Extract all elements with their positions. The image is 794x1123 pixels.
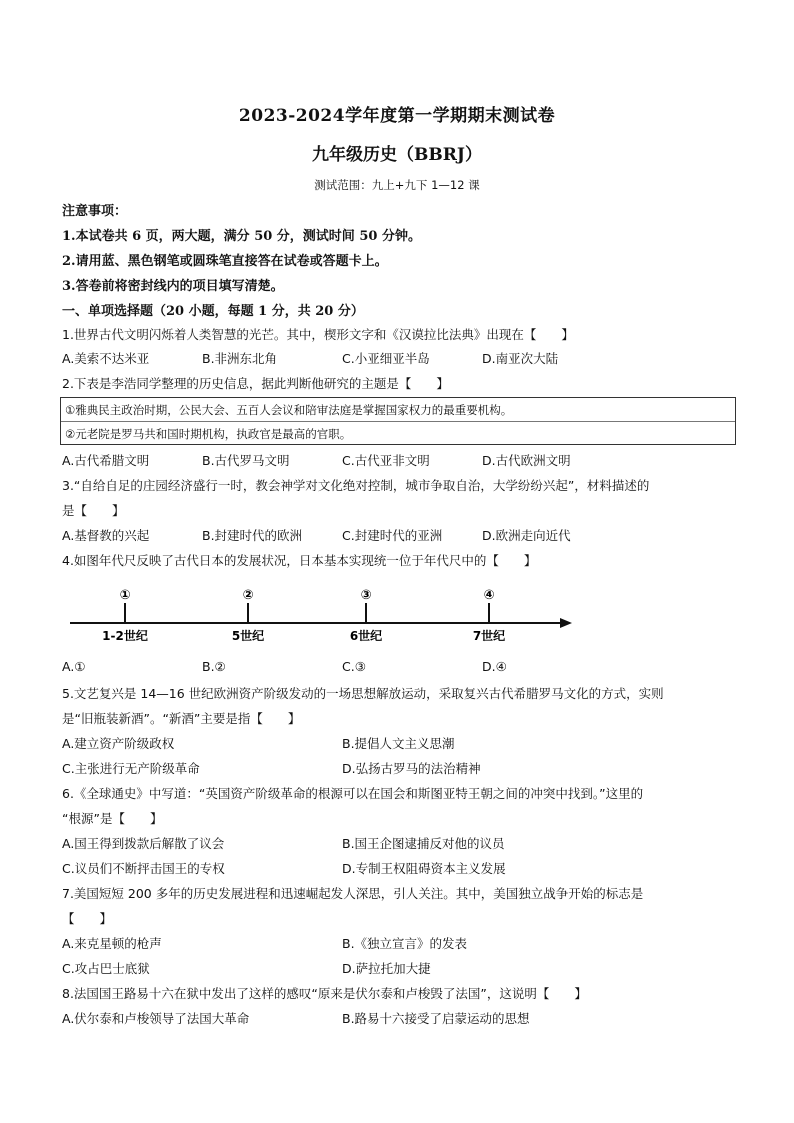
q2-option-a[interactable]: A.古代希腊文明 (62, 453, 150, 468)
q4-timeline (70, 585, 590, 645)
q2-info-table (60, 397, 736, 445)
q4-option-a[interactable]: A.① (62, 659, 86, 674)
q3-option-a[interactable]: A.基督教的兴起 (62, 528, 150, 543)
timeline-label-3: 6世纪 (349, 629, 383, 643)
test-range: 测试范围：九上+九下 1—12 课 (314, 178, 480, 192)
q2-option-b[interactable]: B.古代罗马文明 (202, 453, 290, 468)
q1-option-b[interactable]: B.非洲东北角 (202, 351, 278, 366)
question-3-stem-line-2: 是【 】 (62, 503, 125, 518)
q4-option-c[interactable]: C.③ (342, 659, 366, 674)
q3-option-b[interactable]: B.封建时代的欧洲 (202, 528, 303, 543)
timeline-label-1: 1-2世纪 (102, 629, 148, 643)
question-2-stem: 2.下表是李浩同学整理的历史信息，据此判断他研究的主题是【 】 (62, 376, 449, 391)
question-5-stem-line-1: 5.文艺复兴是 14—16 世纪欧洲资产阶级发动的一场思想解放运动，采取复兴古代希腊罗马文化的方式，实则 (62, 686, 664, 701)
timeline-arrowhead (560, 618, 572, 628)
q5-option-a[interactable]: A.建立资产阶级政权 (62, 736, 175, 751)
question-4-stem: 4.如图年代尺反映了古代日本的发展状况，日本基本实现统一位于年代尺中的【 】 (62, 553, 537, 568)
timeline-marker-3: ③ (360, 588, 372, 603)
question-6-stem-line-1: 6.《全球通史》中写道：“英国资产阶级革命的根源可以在国会和斯图亚特王朝之间的冲突中找到。”这里的 (62, 786, 644, 801)
q7-option-b[interactable]: B.《独立宣言》的发表 (342, 936, 468, 951)
exam-subtitle: 九年级历史（BBRJ） (312, 145, 482, 165)
note-1: 1.本试卷共 6 页，两大题，满分 50 分，测试时间 50 分钟。 (62, 229, 421, 244)
q2-option-c[interactable]: C.古代亚非文明 (342, 453, 430, 468)
q3-option-c[interactable]: C.封建时代的亚洲 (342, 528, 443, 543)
q7-option-d[interactable]: D.萨拉托加大捷 (342, 961, 431, 976)
q7-option-a[interactable]: A.来克星顿的枪声 (62, 936, 162, 951)
question-6-stem-line-2: “根源”是【 】 (62, 811, 163, 826)
q6-option-b[interactable]: B.国王企图逮捕反对他的议员 (342, 836, 505, 851)
q2-table-divider (61, 421, 735, 422)
question-3-stem-line-1: 3.“自给自足的庄园经济盛行一时，教会神学对文化绝对控制，城市争取自治，大学纷纷兴起”，材料描述的 (62, 478, 650, 493)
q8-option-a[interactable]: A.伏尔泰和卢梭领导了法国大革命 (62, 1011, 250, 1026)
q8-option-b[interactable]: B.路易十六接受了启蒙运动的思想 (342, 1011, 530, 1026)
q4-option-b[interactable]: B.② (202, 659, 226, 674)
timeline-label-2: 5世纪 (231, 629, 265, 643)
notes-heading: 注意事项： (62, 204, 128, 219)
q6-option-d[interactable]: D.专制王权阻碍资本主义发展 (342, 861, 506, 876)
question-1-stem: 1.世界古代文明闪烁着人类智慧的光芒。其中，楔形文字和《汉谟拉比法典》出现在【 】 (62, 327, 574, 342)
question-7-stem-line-2: 【 】 (62, 911, 113, 926)
q5-option-c[interactable]: C.主张进行无产阶级革命 (62, 761, 200, 776)
q2-table-row-2: ②元老院是罗马共和国时期机构，执政官是最高的官职。 (65, 427, 352, 441)
timeline-marker-4: ④ (483, 588, 495, 603)
question-5-stem-line-2: 是“旧瓶装新酒”。“新酒”主要是指【 】 (62, 711, 301, 726)
note-3: 3.答卷前将密封线内的项目填写清楚。 (62, 279, 284, 294)
question-8-stem: 8.法国国王路易十六在狱中发出了这样的感叹“原来是伏尔泰和卢梭毁了法国”，这说明【 】 (62, 986, 587, 1001)
q4-option-d[interactable]: D.④ (482, 659, 507, 674)
q2-option-d[interactable]: D.古代欧洲文明 (482, 453, 571, 468)
q1-option-c[interactable]: C.小亚细亚半岛 (342, 351, 430, 366)
q5-option-d[interactable]: D.弘扬古罗马的法治精神 (342, 761, 481, 776)
timeline-marker-2: ② (242, 588, 254, 603)
q1-option-a[interactable]: A.美索不达米亚 (62, 351, 150, 366)
timeline-label-4: 7世纪 (472, 629, 506, 643)
q1-option-d[interactable]: D.南亚次大陆 (482, 351, 559, 366)
q2-table-row-1: ①雅典民主政治时期，公民大会、五百人会议和陪审法庭是掌握国家权力的最重要机构。 (65, 403, 513, 417)
q5-option-b[interactable]: B.提倡人文主义思潮 (342, 736, 455, 751)
timeline-marker-1: ① (119, 588, 131, 603)
q3-option-d[interactable]: D.欧洲走向近代 (482, 528, 571, 543)
question-7-stem-line-1: 7.美国短短 200 多年的历史发展进程和迅速崛起发人深思，引人关注。其中，美国独立战争开始的标志是 (62, 886, 644, 901)
q7-option-c[interactable]: C.攻占巴士底狱 (62, 961, 150, 976)
q6-option-a[interactable]: A.国王得到拨款后解散了议会 (62, 836, 225, 851)
q6-option-c[interactable]: C.议员们不断抨击国王的专权 (62, 861, 225, 876)
note-2: 2.请用蓝、黑色钢笔或圆珠笔直接答在试卷或答题卡上。 (62, 254, 388, 269)
section-heading: 一、单项选择题（20 小题，每题 1 分，共 20 分） (62, 304, 364, 319)
exam-title: 2023-2024学年度第一学期期末测试卷 (238, 106, 556, 126)
